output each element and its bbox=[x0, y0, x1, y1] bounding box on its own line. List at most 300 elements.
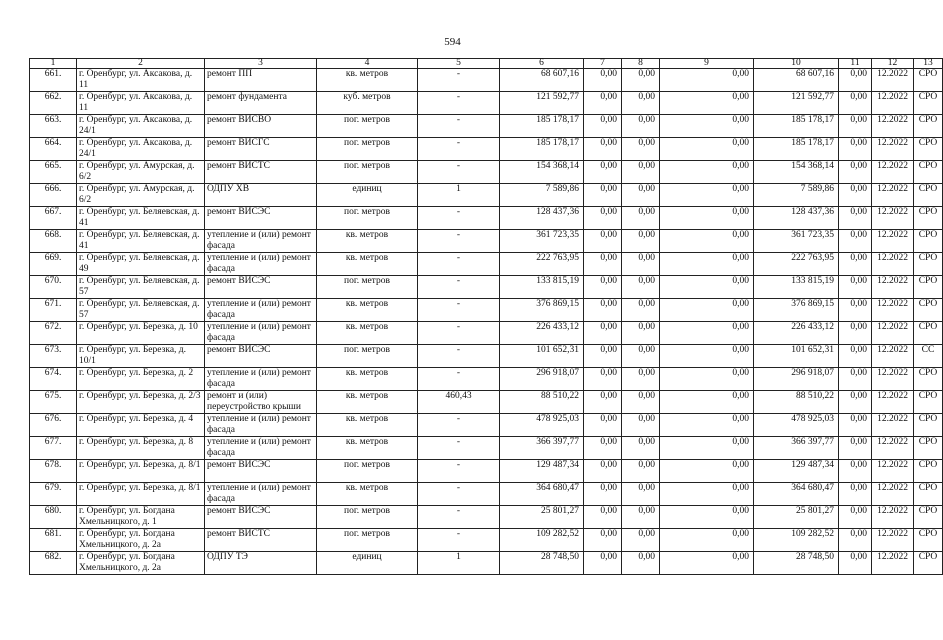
header-row bbox=[30, 59, 943, 69]
work-type-cell: утепление и (или) ремонт фасада bbox=[205, 322, 317, 345]
unit-cell: пог. метров bbox=[317, 276, 418, 299]
table-row bbox=[30, 92, 943, 115]
work-type-cell: ремонт и (или) переустройство крыши bbox=[205, 391, 317, 414]
cost-col10-cell: 128 437,36 bbox=[754, 207, 839, 230]
cost-col9-cell: 0,00 bbox=[660, 69, 754, 92]
cost-col10-cell: 296 918,07 bbox=[754, 368, 839, 391]
cost-total-cell: 25 801,27 bbox=[500, 506, 584, 529]
cost-col11-cell: 0,00 bbox=[839, 161, 872, 184]
table-row bbox=[30, 437, 943, 460]
row-number: 678. bbox=[30, 460, 77, 483]
cost-col8-cell: 0,00 bbox=[622, 161, 660, 184]
unit-cell: пог. метров bbox=[317, 345, 418, 368]
unit-cell: пог. метров bbox=[317, 161, 418, 184]
cost-col11-cell: 0,00 bbox=[839, 138, 872, 161]
table-row bbox=[30, 345, 943, 368]
row-number: 673. bbox=[30, 345, 77, 368]
cost-col9-cell: 0,00 bbox=[660, 115, 754, 138]
quantity-cell: 460,43 bbox=[418, 391, 500, 414]
cost-col8-cell: 0,00 bbox=[622, 276, 660, 299]
header-cell: 9 bbox=[660, 59, 754, 69]
header-cell: 6 bbox=[500, 59, 584, 69]
work-type-cell: утепление и (или) ремонт фасада bbox=[205, 414, 317, 437]
cost-col7-cell: 0,00 bbox=[584, 138, 622, 161]
date-cell: 12.2022 bbox=[872, 345, 914, 368]
cost-col7-cell: 0,00 bbox=[584, 276, 622, 299]
date-cell: 12.2022 bbox=[872, 138, 914, 161]
quantity-cell: - bbox=[418, 92, 500, 115]
unit-cell: пог. метров bbox=[317, 207, 418, 230]
date-cell: 12.2022 bbox=[872, 368, 914, 391]
address-cell: г. Оренбург, ул. Беляевская, д. 57 bbox=[77, 299, 205, 322]
row-number: 668. bbox=[30, 230, 77, 253]
cost-col8-cell: 0,00 bbox=[622, 184, 660, 207]
table-row bbox=[30, 368, 943, 391]
address-cell: г. Оренбург, ул. Беляевская, д. 57 bbox=[77, 276, 205, 299]
cost-col9-cell: 0,00 bbox=[660, 207, 754, 230]
cost-col9-cell: 0,00 bbox=[660, 529, 754, 552]
table-row bbox=[30, 460, 943, 483]
cost-total-cell: 185 178,17 bbox=[500, 115, 584, 138]
cost-col8-cell: 0,00 bbox=[622, 483, 660, 506]
address-cell: г. Оренбург, ул. Березка, д. 10/1 bbox=[77, 345, 205, 368]
table-row bbox=[30, 138, 943, 161]
work-type-cell: ОДПУ ХВ bbox=[205, 184, 317, 207]
header-cell: 5 bbox=[418, 59, 500, 69]
cost-col10-cell: 478 925,03 bbox=[754, 414, 839, 437]
cost-col8-cell: 0,00 bbox=[622, 138, 660, 161]
cost-col9-cell: 0,00 bbox=[660, 506, 754, 529]
cost-col7-cell: 0,00 bbox=[584, 345, 622, 368]
address-cell: г. Оренбург, ул. Аксакова, д. 11 bbox=[77, 92, 205, 115]
date-cell: 12.2022 bbox=[872, 552, 914, 575]
date-cell: 12.2022 bbox=[872, 69, 914, 92]
date-cell: 12.2022 bbox=[872, 437, 914, 460]
date-cell: 12.2022 bbox=[872, 276, 914, 299]
cost-col7-cell: 0,00 bbox=[584, 460, 622, 483]
cost-col8-cell: 0,00 bbox=[622, 322, 660, 345]
cost-col11-cell: 0,00 bbox=[839, 391, 872, 414]
unit-cell: кв. метров bbox=[317, 437, 418, 460]
quantity-cell: - bbox=[418, 345, 500, 368]
row-number: 671. bbox=[30, 299, 77, 322]
cost-col9-cell: 0,00 bbox=[660, 184, 754, 207]
cost-col8-cell: 0,00 bbox=[622, 391, 660, 414]
cost-col7-cell: 0,00 bbox=[584, 437, 622, 460]
cost-col10-cell: 25 801,27 bbox=[754, 506, 839, 529]
cost-col11-cell: 0,00 bbox=[839, 506, 872, 529]
source-cell: СРО bbox=[914, 230, 943, 253]
cost-col7-cell: 0,00 bbox=[584, 207, 622, 230]
header-cell: 2 bbox=[77, 59, 205, 69]
table-row bbox=[30, 161, 943, 184]
cost-col9-cell: 0,00 bbox=[660, 230, 754, 253]
cost-col7-cell: 0,00 bbox=[584, 322, 622, 345]
cost-total-cell: 154 368,14 bbox=[500, 161, 584, 184]
table-row bbox=[30, 483, 943, 506]
address-cell: г. Оренбург, ул. Беляевская, д. 49 bbox=[77, 253, 205, 276]
table-row bbox=[30, 207, 943, 230]
source-cell: СРО bbox=[914, 483, 943, 506]
source-cell: СРО bbox=[914, 368, 943, 391]
cost-col10-cell: 109 282,52 bbox=[754, 529, 839, 552]
cost-col9-cell: 0,00 bbox=[660, 460, 754, 483]
cost-col11-cell: 0,00 bbox=[839, 115, 872, 138]
cost-col11-cell: 0,00 bbox=[839, 483, 872, 506]
cost-col7-cell: 0,00 bbox=[584, 69, 622, 92]
quantity-cell: - bbox=[418, 414, 500, 437]
cost-total-cell: 226 433,12 bbox=[500, 322, 584, 345]
date-cell: 12.2022 bbox=[872, 483, 914, 506]
work-type-cell: ремонт ВИСЭС bbox=[205, 345, 317, 368]
cost-col8-cell: 0,00 bbox=[622, 437, 660, 460]
cost-col7-cell: 0,00 bbox=[584, 253, 622, 276]
cost-col11-cell: 0,00 bbox=[839, 529, 872, 552]
cost-col10-cell: 185 178,17 bbox=[754, 115, 839, 138]
work-type-cell: ремонт ВИСЭС bbox=[205, 460, 317, 483]
cost-col7-cell: 0,00 bbox=[584, 391, 622, 414]
cost-col9-cell: 0,00 bbox=[660, 552, 754, 575]
work-type-cell: ремонт ВИСГС bbox=[205, 138, 317, 161]
cost-col9-cell: 0,00 bbox=[660, 161, 754, 184]
cost-col9-cell: 0,00 bbox=[660, 92, 754, 115]
unit-cell: кв. метров bbox=[317, 69, 418, 92]
source-cell: СРО bbox=[914, 184, 943, 207]
date-cell: 12.2022 bbox=[872, 92, 914, 115]
cost-col8-cell: 0,00 bbox=[622, 92, 660, 115]
cost-col11-cell: 0,00 bbox=[839, 299, 872, 322]
work-type-cell: ремонт ВИСТС bbox=[205, 529, 317, 552]
table-row bbox=[30, 230, 943, 253]
cost-total-cell: 7 589,86 bbox=[500, 184, 584, 207]
unit-cell: кв. метров bbox=[317, 368, 418, 391]
cost-col11-cell: 0,00 bbox=[839, 552, 872, 575]
work-type-cell: ОДПУ ТЭ bbox=[205, 552, 317, 575]
table-row bbox=[30, 414, 943, 437]
cost-total-cell: 222 763,95 bbox=[500, 253, 584, 276]
table-row bbox=[30, 184, 943, 207]
row-number: 662. bbox=[30, 92, 77, 115]
cost-col11-cell: 0,00 bbox=[839, 437, 872, 460]
cost-col9-cell: 0,00 bbox=[660, 276, 754, 299]
quantity-cell: - bbox=[418, 115, 500, 138]
date-cell: 12.2022 bbox=[872, 322, 914, 345]
source-cell: СРО bbox=[914, 322, 943, 345]
source-cell: СРО bbox=[914, 299, 943, 322]
cost-col7-cell: 0,00 bbox=[584, 552, 622, 575]
cost-col7-cell: 0,00 bbox=[584, 506, 622, 529]
address-cell: г. Оренбург, ул. Амурская, д. 6/2 bbox=[77, 184, 205, 207]
cost-col8-cell: 0,00 bbox=[622, 299, 660, 322]
cost-col11-cell: 0,00 bbox=[839, 184, 872, 207]
cost-total-cell: 364 680,47 bbox=[500, 483, 584, 506]
cost-total-cell: 68 607,16 bbox=[500, 69, 584, 92]
cost-col9-cell: 0,00 bbox=[660, 414, 754, 437]
cost-col7-cell: 0,00 bbox=[584, 184, 622, 207]
address-cell: г. Оренбург, ул. Березка, д. 10 bbox=[77, 322, 205, 345]
source-cell: СРО bbox=[914, 506, 943, 529]
address-cell: г. Оренбург, ул. Богдана Хмельницкого, д. 2а bbox=[77, 552, 205, 575]
cost-col11-cell: 0,00 bbox=[839, 322, 872, 345]
cost-col8-cell: 0,00 bbox=[622, 253, 660, 276]
row-number: 680. bbox=[30, 506, 77, 529]
date-cell: 12.2022 bbox=[872, 207, 914, 230]
cost-col10-cell: 366 397,77 bbox=[754, 437, 839, 460]
cost-col8-cell: 0,00 bbox=[622, 230, 660, 253]
source-cell: СРО bbox=[914, 115, 943, 138]
source-cell: СРО bbox=[914, 253, 943, 276]
quantity-cell: - bbox=[418, 161, 500, 184]
cost-col7-cell: 0,00 bbox=[584, 414, 622, 437]
address-cell: г. Оренбург, ул. Березка, д. 2 bbox=[77, 368, 205, 391]
source-cell: СРО bbox=[914, 460, 943, 483]
table-row bbox=[30, 253, 943, 276]
row-number: 674. bbox=[30, 368, 77, 391]
cost-col10-cell: 121 592,77 bbox=[754, 92, 839, 115]
cost-col7-cell: 0,00 bbox=[584, 483, 622, 506]
unit-cell: куб. метров bbox=[317, 92, 418, 115]
cost-col11-cell: 0,00 bbox=[839, 368, 872, 391]
unit-cell: пог. метров bbox=[317, 138, 418, 161]
work-type-cell: утепление и (или) ремонт фасада bbox=[205, 230, 317, 253]
row-number: 670. bbox=[30, 276, 77, 299]
cost-col8-cell: 0,00 bbox=[622, 506, 660, 529]
date-cell: 12.2022 bbox=[872, 115, 914, 138]
cost-col9-cell: 0,00 bbox=[660, 253, 754, 276]
cost-col8-cell: 0,00 bbox=[622, 414, 660, 437]
row-number: 677. bbox=[30, 437, 77, 460]
quantity-cell: 1 bbox=[418, 552, 500, 575]
cost-total-cell: 361 723,35 bbox=[500, 230, 584, 253]
cost-col10-cell: 222 763,95 bbox=[754, 253, 839, 276]
header-cell: 1 bbox=[30, 59, 77, 69]
source-cell: СРО bbox=[914, 207, 943, 230]
cost-col9-cell: 0,00 bbox=[660, 345, 754, 368]
date-cell: 12.2022 bbox=[872, 529, 914, 552]
source-cell: СРО bbox=[914, 391, 943, 414]
row-number: 666. bbox=[30, 184, 77, 207]
cost-col9-cell: 0,00 bbox=[660, 368, 754, 391]
work-type-cell: утепление и (или) ремонт фасада bbox=[205, 483, 317, 506]
cost-col8-cell: 0,00 bbox=[622, 552, 660, 575]
cost-col8-cell: 0,00 bbox=[622, 460, 660, 483]
work-type-cell: ремонт ПП bbox=[205, 69, 317, 92]
cost-col8-cell: 0,00 bbox=[622, 345, 660, 368]
cost-col9-cell: 0,00 bbox=[660, 391, 754, 414]
cost-total-cell: 121 592,77 bbox=[500, 92, 584, 115]
row-number: 675. bbox=[30, 391, 77, 414]
cost-col10-cell: 364 680,47 bbox=[754, 483, 839, 506]
address-cell: г. Оренбург, ул. Березка, д. 8/1 bbox=[77, 483, 205, 506]
cost-total-cell: 101 652,31 bbox=[500, 345, 584, 368]
quantity-cell: - bbox=[418, 253, 500, 276]
cost-col7-cell: 0,00 bbox=[584, 299, 622, 322]
unit-cell: пог. метров bbox=[317, 529, 418, 552]
cost-col7-cell: 0,00 bbox=[584, 529, 622, 552]
unit-cell: кв. метров bbox=[317, 230, 418, 253]
date-cell: 12.2022 bbox=[872, 253, 914, 276]
page-number: 594 bbox=[444, 36, 461, 48]
address-cell: г. Оренбург, ул. Березка, д. 8/1 bbox=[77, 460, 205, 483]
header-cell: 7 bbox=[584, 59, 622, 69]
unit-cell: пог. метров bbox=[317, 506, 418, 529]
cost-col10-cell: 129 487,34 bbox=[754, 460, 839, 483]
work-type-cell: утепление и (или) ремонт фасада bbox=[205, 437, 317, 460]
row-number: 679. bbox=[30, 483, 77, 506]
date-cell: 12.2022 bbox=[872, 414, 914, 437]
header-cell: 13 bbox=[914, 59, 943, 69]
work-type-cell: ремонт ВИСВО bbox=[205, 115, 317, 138]
table-row bbox=[30, 299, 943, 322]
cost-col10-cell: 133 815,19 bbox=[754, 276, 839, 299]
cost-col11-cell: 0,00 bbox=[839, 230, 872, 253]
cost-col11-cell: 0,00 bbox=[839, 276, 872, 299]
work-type-cell: утепление и (или) ремонт фасада bbox=[205, 368, 317, 391]
header-cell: 10 bbox=[754, 59, 839, 69]
source-cell: СРО bbox=[914, 414, 943, 437]
cost-col7-cell: 0,00 bbox=[584, 368, 622, 391]
cost-total-cell: 88 510,22 bbox=[500, 391, 584, 414]
source-cell: СРО bbox=[914, 552, 943, 575]
source-cell: СРО bbox=[914, 529, 943, 552]
header-cell: 11 bbox=[839, 59, 872, 69]
row-number: 663. bbox=[30, 115, 77, 138]
source-cell: СРО bbox=[914, 69, 943, 92]
address-cell: г. Оренбург, ул. Богдана Хмельницкого, д. 2а bbox=[77, 529, 205, 552]
quantity-cell: - bbox=[418, 138, 500, 161]
address-cell: г. Оренбург, ул. Богдана Хмельницкого, д. 1 bbox=[77, 506, 205, 529]
quantity-cell: - bbox=[418, 483, 500, 506]
row-number: 667. bbox=[30, 207, 77, 230]
address-cell: г. Оренбург, ул. Аксакова, д. 24/1 bbox=[77, 138, 205, 161]
date-cell: 12.2022 bbox=[872, 299, 914, 322]
address-cell: г. Оренбург, ул. Амурская, д. 6/2 bbox=[77, 161, 205, 184]
cost-col11-cell: 0,00 bbox=[839, 92, 872, 115]
address-cell: г. Оренбург, ул. Беляевская, д. 41 bbox=[77, 207, 205, 230]
cost-col9-cell: 0,00 bbox=[660, 437, 754, 460]
header-cell: 8 bbox=[622, 59, 660, 69]
cost-total-cell: 129 487,34 bbox=[500, 460, 584, 483]
cost-col10-cell: 28 748,50 bbox=[754, 552, 839, 575]
row-number: 681. bbox=[30, 529, 77, 552]
cost-total-cell: 366 397,77 bbox=[500, 437, 584, 460]
quantity-cell: - bbox=[418, 368, 500, 391]
date-cell: 12.2022 bbox=[872, 391, 914, 414]
cost-col9-cell: 0,00 bbox=[660, 138, 754, 161]
unit-cell: кв. метров bbox=[317, 483, 418, 506]
cost-col10-cell: 101 652,31 bbox=[754, 345, 839, 368]
address-cell: г. Оренбург, ул. Аксакова, д. 11 bbox=[77, 69, 205, 92]
source-cell: СРО bbox=[914, 138, 943, 161]
unit-cell: кв. метров bbox=[317, 299, 418, 322]
cost-col11-cell: 0,00 bbox=[839, 69, 872, 92]
address-cell: г. Оренбург, ул. Березка, д. 8 bbox=[77, 437, 205, 460]
cost-col8-cell: 0,00 bbox=[622, 69, 660, 92]
cost-total-cell: 478 925,03 bbox=[500, 414, 584, 437]
works-table bbox=[29, 58, 943, 575]
cost-col8-cell: 0,00 bbox=[622, 207, 660, 230]
quantity-cell: - bbox=[418, 207, 500, 230]
row-number: 682. bbox=[30, 552, 77, 575]
date-cell: 12.2022 bbox=[872, 161, 914, 184]
cost-col7-cell: 0,00 bbox=[584, 230, 622, 253]
unit-cell: единиц bbox=[317, 552, 418, 575]
work-type-cell: ремонт ВИСЭС bbox=[205, 276, 317, 299]
cost-col10-cell: 226 433,12 bbox=[754, 322, 839, 345]
cost-total-cell: 128 437,36 bbox=[500, 207, 584, 230]
cost-col11-cell: 0,00 bbox=[839, 414, 872, 437]
header-cell: 3 bbox=[205, 59, 317, 69]
table-row bbox=[30, 69, 943, 92]
work-type-cell: ремонт фундамента bbox=[205, 92, 317, 115]
source-cell: СРО bbox=[914, 276, 943, 299]
quantity-cell: - bbox=[418, 230, 500, 253]
source-cell: СС bbox=[914, 345, 943, 368]
quantity-cell: - bbox=[418, 322, 500, 345]
cost-col11-cell: 0,00 bbox=[839, 207, 872, 230]
cost-col10-cell: 361 723,35 bbox=[754, 230, 839, 253]
table-row bbox=[30, 115, 943, 138]
row-number: 676. bbox=[30, 414, 77, 437]
address-cell: г. Оренбург, ул. Березка, д. 2/3 bbox=[77, 391, 205, 414]
cost-total-cell: 28 748,50 bbox=[500, 552, 584, 575]
unit-cell: кв. метров bbox=[317, 414, 418, 437]
quantity-cell: - bbox=[418, 460, 500, 483]
cost-total-cell: 109 282,52 bbox=[500, 529, 584, 552]
header-cell: 4 bbox=[317, 59, 418, 69]
cost-col8-cell: 0,00 bbox=[622, 368, 660, 391]
cost-col7-cell: 0,00 bbox=[584, 161, 622, 184]
unit-cell: кв. метров bbox=[317, 391, 418, 414]
cost-col10-cell: 185 178,17 bbox=[754, 138, 839, 161]
work-type-cell: ремонт ВИСТС bbox=[205, 161, 317, 184]
quantity-cell: - bbox=[418, 69, 500, 92]
row-number: 661. bbox=[30, 69, 77, 92]
cost-col10-cell: 88 510,22 bbox=[754, 391, 839, 414]
unit-cell: кв. метров bbox=[317, 322, 418, 345]
table-row bbox=[30, 322, 943, 345]
date-cell: 12.2022 bbox=[872, 230, 914, 253]
work-type-cell: утепление и (или) ремонт фасада bbox=[205, 253, 317, 276]
unit-cell: кв. метров bbox=[317, 253, 418, 276]
cost-col7-cell: 0,00 bbox=[584, 115, 622, 138]
quantity-cell: - bbox=[418, 506, 500, 529]
unit-cell: единиц bbox=[317, 184, 418, 207]
cost-col11-cell: 0,00 bbox=[839, 460, 872, 483]
table-row bbox=[30, 506, 943, 529]
address-cell: г. Оренбург, ул. Беляевская, д. 41 bbox=[77, 230, 205, 253]
row-number: 672. bbox=[30, 322, 77, 345]
cost-col9-cell: 0,00 bbox=[660, 322, 754, 345]
header-cell: 12 bbox=[872, 59, 914, 69]
cost-total-cell: 376 869,15 bbox=[500, 299, 584, 322]
cost-col10-cell: 376 869,15 bbox=[754, 299, 839, 322]
quantity-cell: - bbox=[418, 437, 500, 460]
cost-col9-cell: 0,00 bbox=[660, 299, 754, 322]
cost-col10-cell: 7 589,86 bbox=[754, 184, 839, 207]
unit-cell: пог. метров bbox=[317, 115, 418, 138]
address-cell: г. Оренбург, ул. Березка, д. 4 bbox=[77, 414, 205, 437]
unit-cell: пог. метров bbox=[317, 460, 418, 483]
table-row bbox=[30, 529, 943, 552]
cost-total-cell: 185 178,17 bbox=[500, 138, 584, 161]
address-cell: г. Оренбург, ул. Аксакова, д. 24/1 bbox=[77, 115, 205, 138]
cost-col8-cell: 0,00 bbox=[622, 529, 660, 552]
cost-total-cell: 296 918,07 bbox=[500, 368, 584, 391]
quantity-cell: - bbox=[418, 299, 500, 322]
work-type-cell: утепление и (или) ремонт фасада bbox=[205, 299, 317, 322]
table-row bbox=[30, 391, 943, 414]
